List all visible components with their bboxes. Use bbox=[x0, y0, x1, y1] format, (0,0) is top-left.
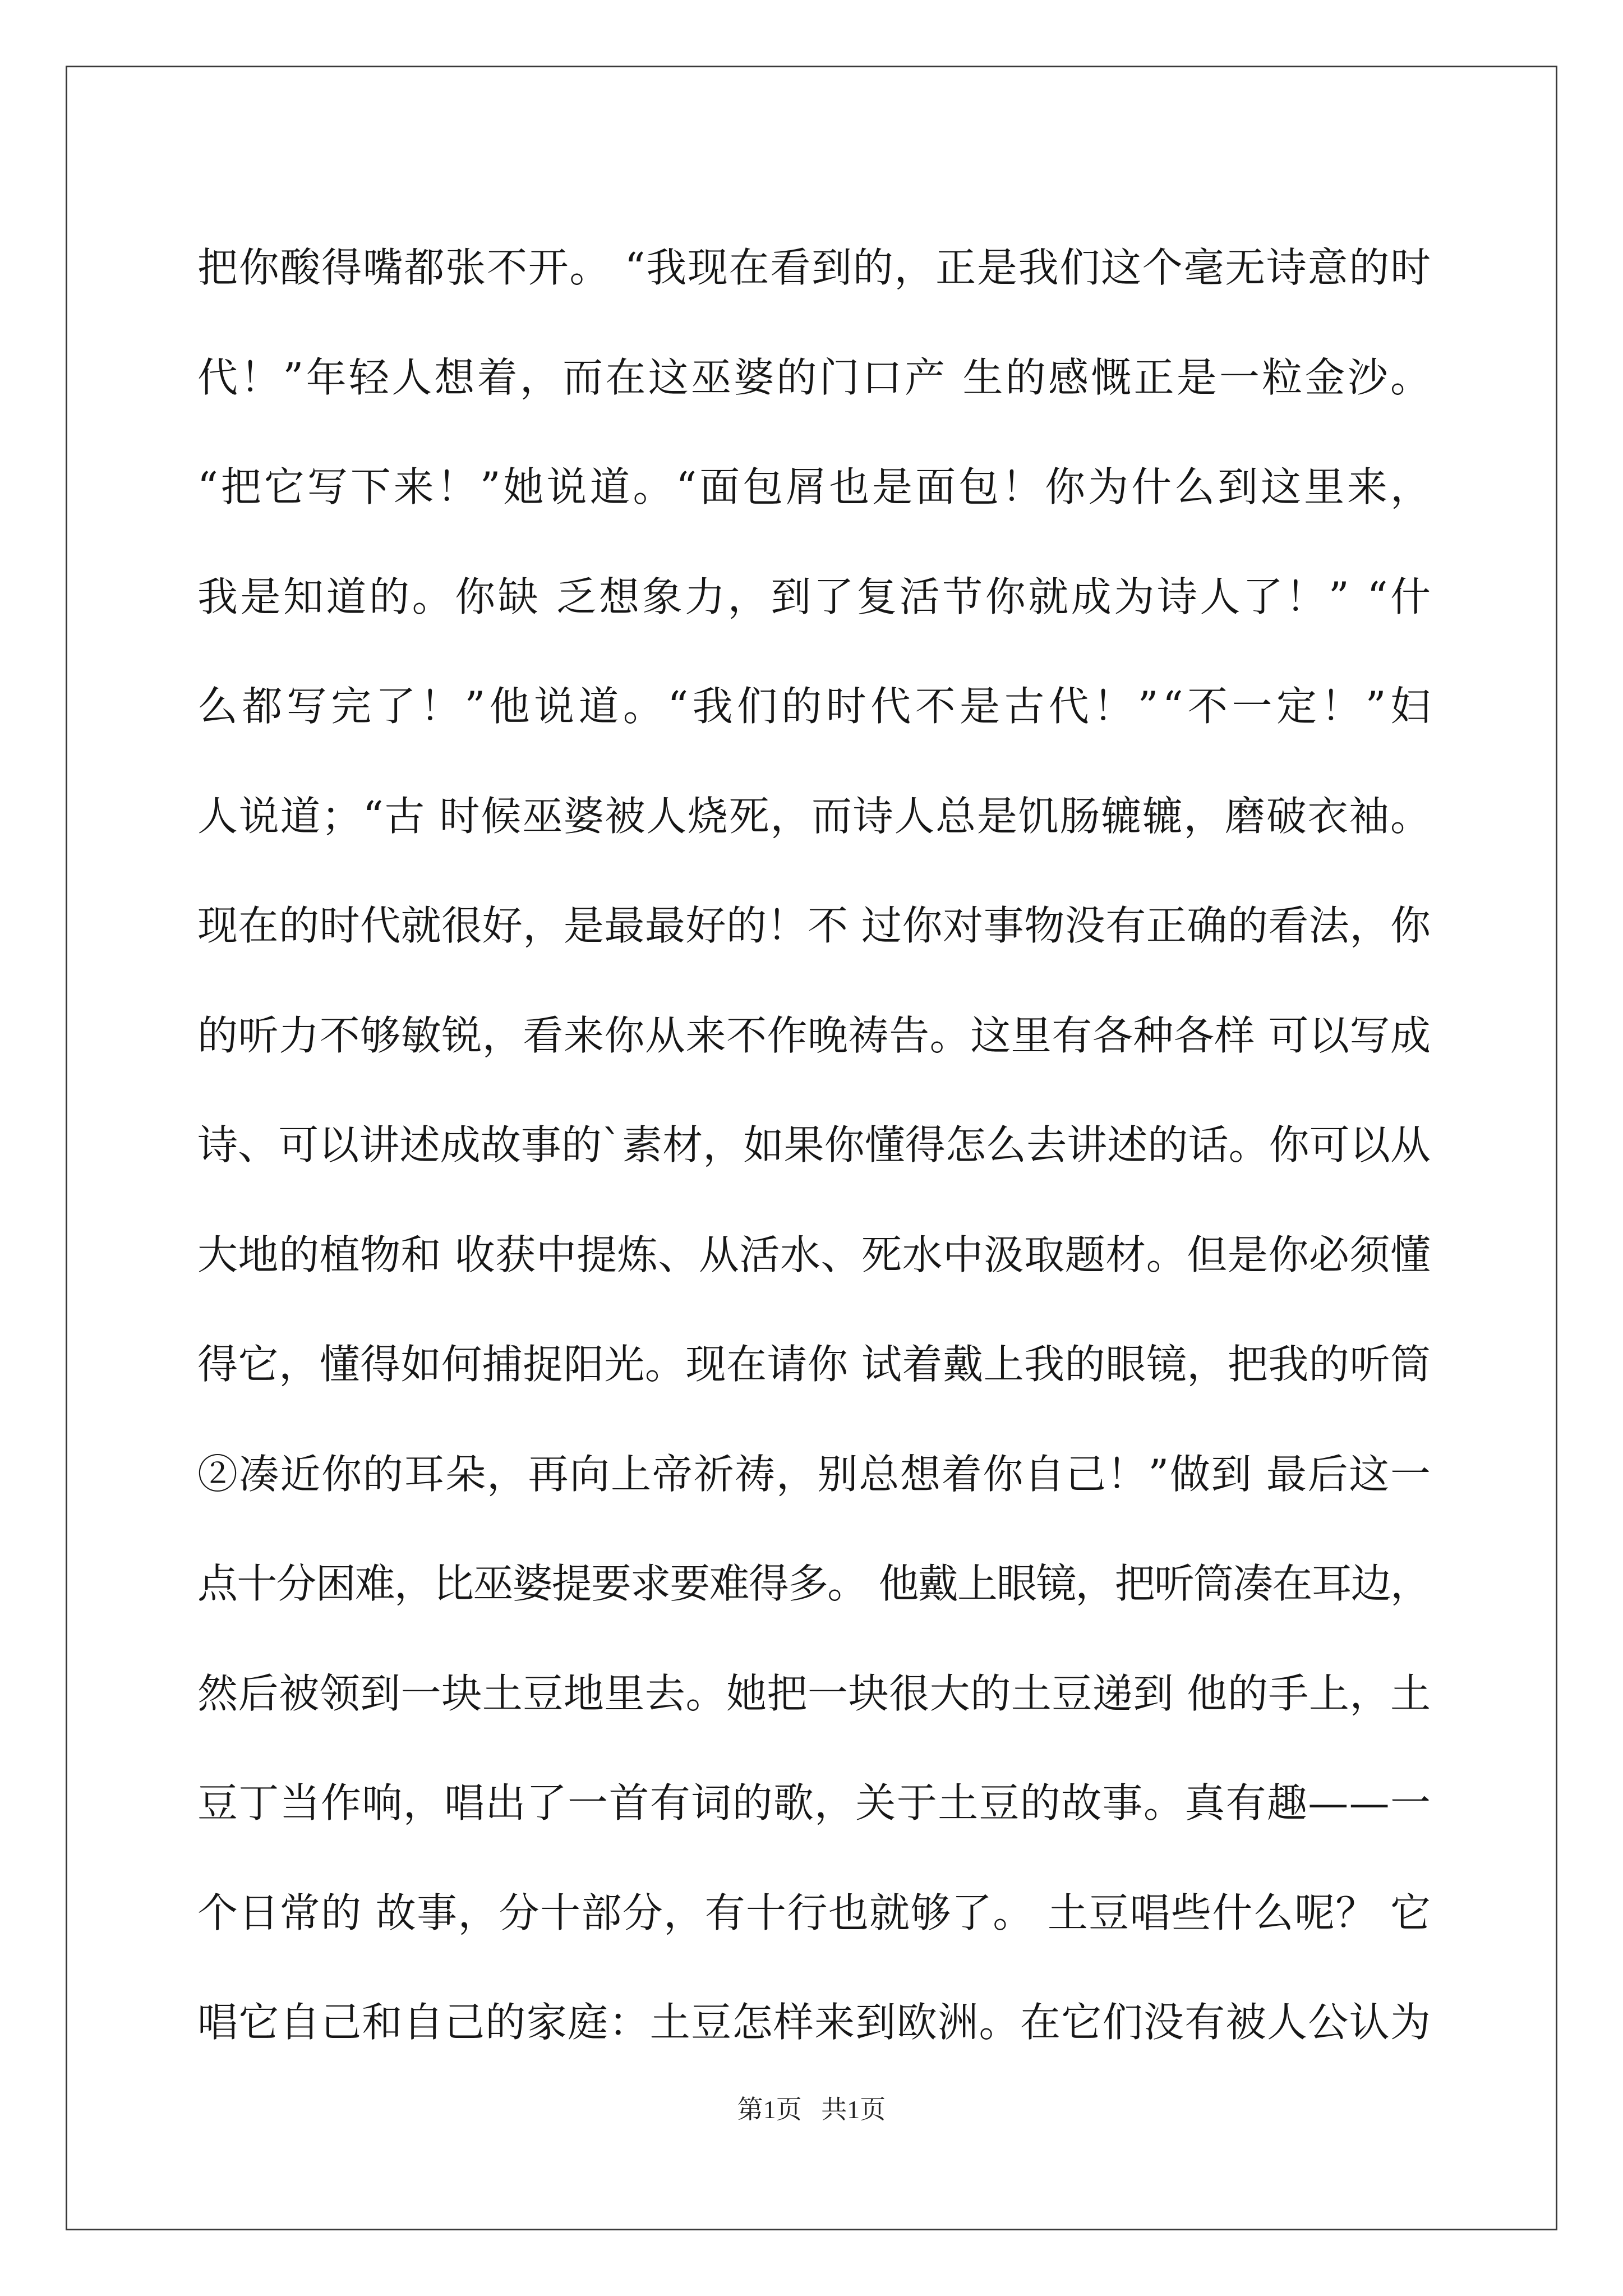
text-line: 我是知道的。你缺 乏想象力，到了复活节你就成为诗人了！” “什 bbox=[197, 573, 1433, 620]
text-line: “把它写下来！”她说道。“面包屑也是面包！你为什么到这里来， bbox=[197, 463, 1433, 510]
text-line: 代！”年轻人想着，而在这巫婆的门口产 生的感慨正是一粒金沙。 bbox=[197, 353, 1433, 401]
text-line: 大地的植物和 收获中提炼、从活水、死水中汲取题材。但是你必须懂 bbox=[197, 1231, 1431, 1278]
text-line: 的听力不够敏锐，看来你从来不作晚祷告。这里有各种各样 可以写成 bbox=[197, 1011, 1431, 1059]
document-body bbox=[197, 213, 1435, 2078]
text-line: 么都写完了！”他说道。“我们的时代不是古代！”“不一定！”妇 bbox=[197, 683, 1435, 730]
text-line: 然后被领到一块土豆地里去。她把一块很大的土豆递到 他的手上，土 bbox=[197, 1669, 1431, 1717]
text-line: ②凑近你的耳朵，再向上帝祈祷，别总想着你自己！”做到 最后这一 bbox=[197, 1450, 1432, 1498]
text-line: 把你酸得嘴都张不开。 “我现在看到的，正是我们这个毫无诗意的时 bbox=[197, 244, 1432, 291]
text-line: 个日常的 故事，分十部分，有十行也就够了。 土豆唱些什么呢？ 它 bbox=[197, 1889, 1432, 1936]
text-line: 点十分困难，比巫婆提要求要难得多。 他戴上眼镜，把听筒凑在耳边， bbox=[197, 1560, 1430, 1607]
page-number-footer: 第1页 共1页 bbox=[737, 2095, 886, 2124]
text-line: 现在的时代就很好，是最最好的！不 过你对事物没有正确的看法，你 bbox=[197, 902, 1431, 949]
text-line: 唱它自己和自己的家庭：土豆怎样来到欧洲。在它们没有被人公认为 bbox=[197, 1999, 1432, 2046]
text-line: 诗、可以讲述成故事的`素材，如果你懂得怎么去讲述的话。你可以从 bbox=[197, 1121, 1431, 1168]
text-line: 豆丁当作响，唱出了一首有词的歌，关于土豆的故事。真有趣——一 bbox=[197, 1779, 1432, 1826]
text-line: 人说道；“古 时候巫婆被人烧死，而诗人总是饥肠辘辘，磨破衣袖。 bbox=[197, 792, 1432, 840]
text-line: 得它，懂得如何捕捉阳光。现在请你 试着戴上我的眼镜，把我的听筒 bbox=[197, 1341, 1431, 1388]
